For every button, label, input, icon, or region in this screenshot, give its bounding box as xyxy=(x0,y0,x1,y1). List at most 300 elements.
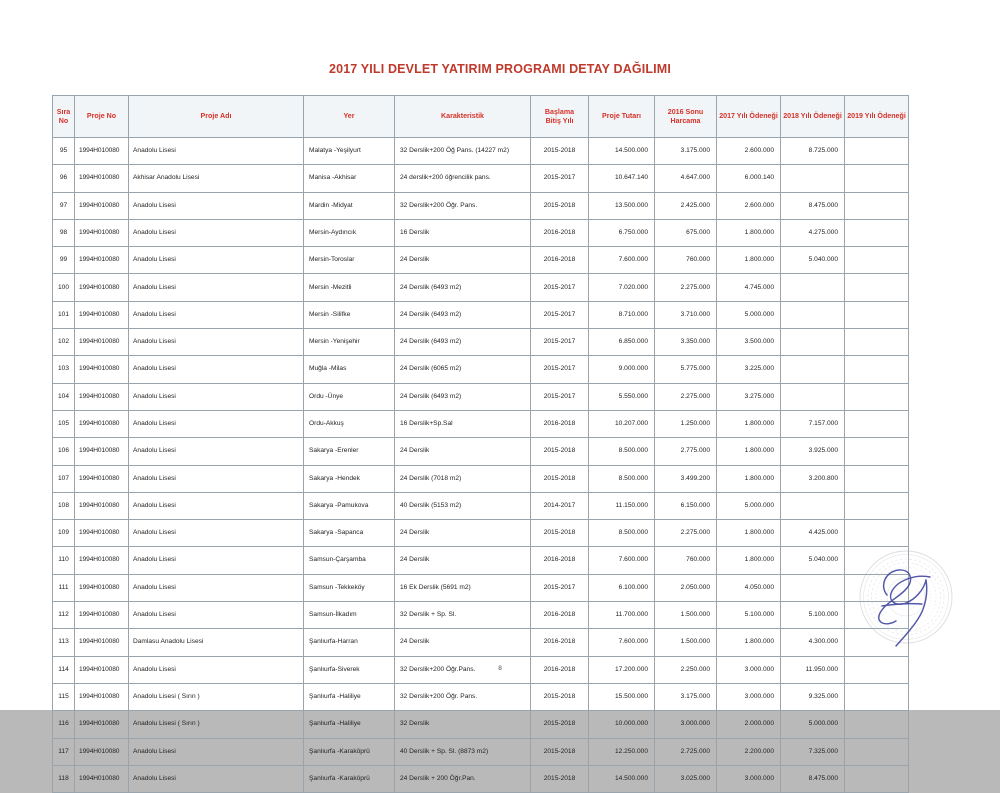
column-header-line1: Sıra xyxy=(56,107,71,116)
column-header-line1: 2017 Yılı Ödeneği xyxy=(719,112,778,121)
cell-proje-adi: Anadolu Lisesi ( Sırın ) xyxy=(129,683,304,710)
cell-proje-tutari: 7.600.000 xyxy=(589,547,655,574)
cell-proje-tutari: 15.500.000 xyxy=(589,683,655,710)
cell-proje-no: 1994H010080 xyxy=(75,492,129,519)
cell-yer: Mersin-Aydıncık xyxy=(304,219,395,246)
cell-2019-odenegi xyxy=(845,192,909,219)
cell-proje-tutari: 7.600.000 xyxy=(589,629,655,656)
cell-karakteristik: 24 Derslik xyxy=(395,520,531,547)
page-title: 2017 YILI DEVLET YATIRIM PROGRAMI DETAY DAĞILIMI xyxy=(329,62,671,76)
cell-sira-no: 118 xyxy=(53,765,75,792)
column-header-sira-no xyxy=(53,96,75,138)
cell-proje-no: 1994H010080 xyxy=(75,656,129,683)
cell-2018-odenegi: 5.040.000 xyxy=(781,247,845,274)
cell-proje-no: 1994H010080 xyxy=(75,138,129,165)
cell-sira-no: 95 xyxy=(53,138,75,165)
cell-2019-odenegi xyxy=(845,138,909,165)
cell-karakteristik: 32 Derslik+200 Öğ Pans. (14227 m2) xyxy=(395,138,531,165)
column-header-proje-adi xyxy=(129,96,304,138)
cell-2016-sonu-harcama: 760.000 xyxy=(655,547,717,574)
cell-yer: Sakarya -Pamukova xyxy=(304,492,395,519)
cell-karakteristik: 24 Derslik (6493 m2) xyxy=(395,274,531,301)
cell-yer: Ordu-Akkuş xyxy=(304,410,395,437)
cell-sira-no: 112 xyxy=(53,602,75,629)
cell-yer: Samsun-İlkadım xyxy=(304,602,395,629)
cell-baslama-bitis-yili: 2016-2018 xyxy=(531,410,589,437)
cell-proje-adi: Anadolu Lisesi xyxy=(129,738,304,765)
cell-sira-no: 96 xyxy=(53,165,75,192)
cell-proje-no: 1994H010080 xyxy=(75,438,129,465)
cell-2016-sonu-harcama: 5.775.000 xyxy=(655,356,717,383)
cell-2019-odenegi xyxy=(845,410,909,437)
cell-baslama-bitis-yili: 2015-2017 xyxy=(531,329,589,356)
cell-2016-sonu-harcama: 3.025.000 xyxy=(655,765,717,792)
cell-2017-odenegi: 2.200.000 xyxy=(717,738,781,765)
table-row xyxy=(53,138,909,165)
cell-2017-odenegi: 3.500.000 xyxy=(717,329,781,356)
cell-2016-sonu-harcama: 2.275.000 xyxy=(655,274,717,301)
cell-sira-no: 97 xyxy=(53,192,75,219)
cell-2016-sonu-harcama: 6.150.000 xyxy=(655,492,717,519)
cell-yer: Şanlıurfa -Karaköprü xyxy=(304,738,395,765)
cell-yer: Sakarya -Hendek xyxy=(304,465,395,492)
cell-proje-no: 1994H010080 xyxy=(75,465,129,492)
cell-2018-odenegi: 8.725.000 xyxy=(781,138,845,165)
cell-2016-sonu-harcama: 4.647.000 xyxy=(655,165,717,192)
table-header xyxy=(53,96,909,138)
cell-baslama-bitis-yili: 2015-2017 xyxy=(531,383,589,410)
cell-2018-odenegi: 8.475.000 xyxy=(781,192,845,219)
cell-sira-no: 99 xyxy=(53,247,75,274)
cell-proje-tutari: 5.550.000 xyxy=(589,383,655,410)
cell-yer: Sakarya -Erenler xyxy=(304,438,395,465)
table-row xyxy=(53,274,909,301)
cell-baslama-bitis-yili: 2016-2018 xyxy=(531,219,589,246)
cell-2016-sonu-harcama: 2.050.000 xyxy=(655,574,717,601)
cell-sira-no: 104 xyxy=(53,383,75,410)
column-header-line1: Proje Adı xyxy=(200,112,232,121)
cell-2016-sonu-harcama: 1.500.000 xyxy=(655,629,717,656)
cell-2018-odenegi xyxy=(781,492,845,519)
cell-2018-odenegi: 8.475.000 xyxy=(781,765,845,792)
cell-2019-odenegi xyxy=(845,383,909,410)
cell-karakteristik: 24 Derslik + 200 Öğr.Pan. xyxy=(395,765,531,792)
cell-karakteristik: 24 derslik+200 öğrencilik pans. xyxy=(395,165,531,192)
cell-proje-no: 1994H010080 xyxy=(75,765,129,792)
table-row xyxy=(53,547,909,574)
cell-proje-tutari: 10.647.140 xyxy=(589,165,655,192)
cell-2019-odenegi xyxy=(845,602,909,629)
cell-proje-tutari: 8.500.000 xyxy=(589,520,655,547)
cell-2019-odenegi xyxy=(845,629,909,656)
cell-2019-odenegi xyxy=(845,301,909,328)
cell-2019-odenegi xyxy=(845,711,909,738)
cell-2019-odenegi xyxy=(845,356,909,383)
cell-proje-tutari: 14.500.000 xyxy=(589,138,655,165)
cell-yer: Muğla -Milas xyxy=(304,356,395,383)
cell-proje-no: 1994H010080 xyxy=(75,329,129,356)
cell-2018-odenegi: 7.157.000 xyxy=(781,410,845,437)
cell-yer: Mardin -Midyat xyxy=(304,192,395,219)
column-header-line2: No xyxy=(58,116,69,125)
cell-proje-no: 1994H010080 xyxy=(75,547,129,574)
cell-proje-no: 1994H010080 xyxy=(75,520,129,547)
cell-2019-odenegi xyxy=(845,574,909,601)
cell-2018-odenegi xyxy=(781,356,845,383)
cell-karakteristik: 40 Derslik (5153 m2) xyxy=(395,492,531,519)
cell-proje-tutari: 11.700.000 xyxy=(589,602,655,629)
cell-2017-odenegi: 1.800.000 xyxy=(717,219,781,246)
cell-proje-no: 1994H010080 xyxy=(75,383,129,410)
cell-2017-odenegi: 1.800.000 xyxy=(717,520,781,547)
cell-yer: Sakarya -Sapanca xyxy=(304,520,395,547)
column-header-line1: 2019 Yılı Ödeneği xyxy=(847,112,906,121)
cell-2018-odenegi: 5.040.000 xyxy=(781,547,845,574)
cell-karakteristik: 16 Ek Derslik (5691 m2) xyxy=(395,574,531,601)
table-row xyxy=(53,738,909,765)
cell-2019-odenegi xyxy=(845,465,909,492)
cell-karakteristik: 24 Derslik xyxy=(395,438,531,465)
cell-2018-odenegi: 3.925.000 xyxy=(781,438,845,465)
column-header-karakteristik xyxy=(395,96,531,138)
cell-2017-odenegi: 5.000.000 xyxy=(717,492,781,519)
column-header-line1: 2016 Sonu xyxy=(667,107,704,116)
table-row xyxy=(53,683,909,710)
cell-proje-tutari: 7.600.000 xyxy=(589,247,655,274)
column-header-line2: Bitiş Yılı xyxy=(545,116,574,125)
cell-baslama-bitis-yili: 2015-2018 xyxy=(531,138,589,165)
cell-proje-no: 1994H010080 xyxy=(75,301,129,328)
table-row xyxy=(53,520,909,547)
cell-sira-no: 108 xyxy=(53,492,75,519)
cell-2017-odenegi: 3.000.000 xyxy=(717,765,781,792)
cell-sira-no: 101 xyxy=(53,301,75,328)
cell-2019-odenegi xyxy=(845,683,909,710)
cell-karakteristik: 24 Derslik (6493 m2) xyxy=(395,301,531,328)
cell-2016-sonu-harcama: 675.000 xyxy=(655,219,717,246)
table-row xyxy=(53,438,909,465)
cell-sira-no: 105 xyxy=(53,410,75,437)
cell-2017-odenegi: 2.000.000 xyxy=(717,711,781,738)
cell-2018-odenegi: 4.275.000 xyxy=(781,219,845,246)
cell-2018-odenegi: 5.100.000 xyxy=(781,602,845,629)
column-header-2019-odenegi xyxy=(845,96,909,138)
cell-2018-odenegi: 3.200.800 xyxy=(781,465,845,492)
table-row xyxy=(53,492,909,519)
cell-karakteristik: 24 Derslik xyxy=(395,247,531,274)
cell-proje-no: 1994H010080 xyxy=(75,247,129,274)
cell-karakteristik: 32 Derslik xyxy=(395,711,531,738)
cell-yer: Mersin -Silifke xyxy=(304,301,395,328)
cell-proje-no: 1994H010080 xyxy=(75,711,129,738)
cell-baslama-bitis-yili: 2015-2018 xyxy=(531,765,589,792)
cell-baslama-bitis-yili: 2015-2017 xyxy=(531,356,589,383)
column-header-2016-sonu-harcama xyxy=(655,96,717,138)
cell-proje-tutari: 12.250.000 xyxy=(589,738,655,765)
cell-2019-odenegi xyxy=(845,547,909,574)
cell-proje-tutari: 9.000.000 xyxy=(589,356,655,383)
cell-proje-adi: Anadolu Lisesi xyxy=(129,219,304,246)
cell-2019-odenegi xyxy=(845,247,909,274)
cell-2016-sonu-harcama: 2.275.000 xyxy=(655,383,717,410)
cell-2018-odenegi: 9.325.000 xyxy=(781,683,845,710)
cell-baslama-bitis-yili: 2016-2018 xyxy=(531,247,589,274)
cell-2017-odenegi: 3.000.000 xyxy=(717,656,781,683)
cell-2017-odenegi: 1.800.000 xyxy=(717,547,781,574)
cell-proje-adi: Anadolu Lisesi xyxy=(129,247,304,274)
cell-karakteristik: 32 Derslik+200 Öğr.Pans. xyxy=(395,656,531,683)
cell-baslama-bitis-yili: 2015-2017 xyxy=(531,165,589,192)
cell-proje-adi: Anadolu Lisesi xyxy=(129,410,304,437)
cell-karakteristik: 24 Derslik (6493 m2) xyxy=(395,329,531,356)
cell-baslama-bitis-yili: 2015-2017 xyxy=(531,574,589,601)
cell-baslama-bitis-yili: 2015-2018 xyxy=(531,683,589,710)
cell-karakteristik: 40 Derslik + Sp. Sl. (8873 m2) xyxy=(395,738,531,765)
cell-yer: Şanlıurfa -Haliliye xyxy=(304,711,395,738)
cell-proje-tutari: 7.020.000 xyxy=(589,274,655,301)
cell-proje-tutari: 13.500.000 xyxy=(589,192,655,219)
table-row xyxy=(53,383,909,410)
cell-baslama-bitis-yili: 2015-2018 xyxy=(531,520,589,547)
cell-2016-sonu-harcama: 3.000.000 xyxy=(655,711,717,738)
cell-2017-odenegi: 6.000.140 xyxy=(717,165,781,192)
investment-program-table xyxy=(52,95,909,793)
cell-2018-odenegi xyxy=(781,574,845,601)
cell-sira-no: 116 xyxy=(53,711,75,738)
cell-baslama-bitis-yili: 2016-2018 xyxy=(531,629,589,656)
cell-proje-adi: Damlasu Anadolu Lisesi xyxy=(129,629,304,656)
cell-proje-adi: Anadolu Lisesi xyxy=(129,465,304,492)
cell-proje-adi: Anadolu Lisesi xyxy=(129,301,304,328)
table-row xyxy=(53,765,909,792)
cell-2019-odenegi xyxy=(845,165,909,192)
cell-2018-odenegi: 7.325.000 xyxy=(781,738,845,765)
cell-sira-no: 107 xyxy=(53,465,75,492)
column-header-2017-odenegi xyxy=(717,96,781,138)
cell-proje-no: 1994H010080 xyxy=(75,274,129,301)
table-row xyxy=(53,410,909,437)
cell-2017-odenegi: 4.745.000 xyxy=(717,274,781,301)
cell-yer: Samsun-Çarşamba xyxy=(304,547,395,574)
cell-proje-tutari: 6.850.000 xyxy=(589,329,655,356)
cell-2017-odenegi: 2.600.000 xyxy=(717,138,781,165)
cell-2016-sonu-harcama: 2.275.000 xyxy=(655,520,717,547)
cell-yer: Şanlıurfa -Haliliye xyxy=(304,683,395,710)
cell-2019-odenegi xyxy=(845,492,909,519)
cell-proje-adi: Anadolu Lisesi xyxy=(129,383,304,410)
table-header-row xyxy=(53,96,909,138)
cell-sira-no: 111 xyxy=(53,574,75,601)
cell-2016-sonu-harcama: 1.250.000 xyxy=(655,410,717,437)
cell-proje-no: 1994H010080 xyxy=(75,683,129,710)
cell-2016-sonu-harcama: 3.350.000 xyxy=(655,329,717,356)
cell-karakteristik: 24 Derslik xyxy=(395,547,531,574)
cell-karakteristik: 24 Derslik (7018 m2) xyxy=(395,465,531,492)
cell-yer: Mersin -Mezitli xyxy=(304,274,395,301)
table-body xyxy=(53,138,909,793)
cell-proje-tutari: 8.500.000 xyxy=(589,465,655,492)
cell-2016-sonu-harcama: 2.775.000 xyxy=(655,438,717,465)
cell-2017-odenegi: 3.225.000 xyxy=(717,356,781,383)
cell-2018-odenegi xyxy=(781,383,845,410)
cell-yer: Şanlıurfa-Siverek xyxy=(304,656,395,683)
investment-program-table-wrapper xyxy=(52,95,908,793)
cell-proje-adi: Anadolu Lisesi xyxy=(129,138,304,165)
cell-2017-odenegi: 1.800.000 xyxy=(717,465,781,492)
column-header-line2: Harcama xyxy=(670,116,701,125)
cell-2017-odenegi: 1.800.000 xyxy=(717,438,781,465)
cell-2019-odenegi xyxy=(845,520,909,547)
cell-2016-sonu-harcama: 1.500.000 xyxy=(655,602,717,629)
cell-2017-odenegi: 3.275.000 xyxy=(717,383,781,410)
cell-baslama-bitis-yili: 2016-2018 xyxy=(531,547,589,574)
cell-proje-no: 1994H010080 xyxy=(75,574,129,601)
cell-2018-odenegi xyxy=(781,165,845,192)
cell-proje-no: 1994H010080 xyxy=(75,356,129,383)
cell-proje-adi: Anadolu Lisesi ( Sırın ) xyxy=(129,711,304,738)
cell-2017-odenegi: 2.600.000 xyxy=(717,192,781,219)
cell-2019-odenegi xyxy=(845,738,909,765)
cell-sira-no: 102 xyxy=(53,329,75,356)
table-row xyxy=(53,165,909,192)
cell-yer: Şanlıurfa-Harran xyxy=(304,629,395,656)
cell-baslama-bitis-yili: 2015-2018 xyxy=(531,192,589,219)
cell-2018-odenegi xyxy=(781,329,845,356)
cell-sira-no: 100 xyxy=(53,274,75,301)
cell-proje-no: 1994H010080 xyxy=(75,629,129,656)
cell-proje-no: 1994H010080 xyxy=(75,219,129,246)
cell-2016-sonu-harcama: 3.175.000 xyxy=(655,138,717,165)
cell-karakteristik: 32 Derslik+200 Öğr. Pans. xyxy=(395,683,531,710)
cell-yer: Samsun -Tekkeköy xyxy=(304,574,395,601)
cell-yer: Manisa -Akhisar xyxy=(304,165,395,192)
column-header-baslama-bitis-yili xyxy=(531,96,589,138)
cell-proje-adi: Anadolu Lisesi xyxy=(129,547,304,574)
cell-sira-no: 109 xyxy=(53,520,75,547)
table-row xyxy=(53,465,909,492)
cell-sira-no: 117 xyxy=(53,738,75,765)
cell-baslama-bitis-yili: 2016-2018 xyxy=(531,656,589,683)
cell-proje-tutari: 14.500.000 xyxy=(589,765,655,792)
cell-2016-sonu-harcama: 3.175.000 xyxy=(655,683,717,710)
cell-proje-adi: Anadolu Lisesi xyxy=(129,192,304,219)
cell-2019-odenegi xyxy=(845,274,909,301)
cell-2017-odenegi: 3.000.000 xyxy=(717,683,781,710)
cell-2017-odenegi: 4.050.000 xyxy=(717,574,781,601)
cell-2019-odenegi xyxy=(845,438,909,465)
cell-proje-tutari: 8.710.000 xyxy=(589,301,655,328)
cell-2016-sonu-harcama: 2.725.000 xyxy=(655,738,717,765)
table-row xyxy=(53,329,909,356)
cell-proje-adi: Anadolu Lisesi xyxy=(129,656,304,683)
column-header-proje-no xyxy=(75,96,129,138)
cell-proje-tutari: 11.150.000 xyxy=(589,492,655,519)
cell-proje-adi: Anadolu Lisesi xyxy=(129,492,304,519)
cell-yer: Mersin-Toroslar xyxy=(304,247,395,274)
table-row xyxy=(53,602,909,629)
table-row xyxy=(53,301,909,328)
table-row xyxy=(53,192,909,219)
cell-proje-adi: Anadolu Lisesi xyxy=(129,438,304,465)
cell-sira-no: 98 xyxy=(53,219,75,246)
cell-proje-adi: Anadolu Lisesi xyxy=(129,274,304,301)
cell-karakteristik: 24 Derslik (6065 m2) xyxy=(395,356,531,383)
cell-sira-no: 113 xyxy=(53,629,75,656)
column-header-line1: Proje Tutarı xyxy=(602,112,641,121)
page-number: 8 xyxy=(498,665,502,672)
cell-2017-odenegi: 1.800.000 xyxy=(717,410,781,437)
cell-2018-odenegi xyxy=(781,301,845,328)
cell-proje-tutari: 10.000.000 xyxy=(589,711,655,738)
table-row xyxy=(53,356,909,383)
cell-2017-odenegi: 1.800.000 xyxy=(717,247,781,274)
cell-2018-odenegi xyxy=(781,274,845,301)
cell-proje-tutari: 6.100.000 xyxy=(589,574,655,601)
cell-2017-odenegi: 5.100.000 xyxy=(717,602,781,629)
cell-proje-no: 1994H010080 xyxy=(75,602,129,629)
cell-proje-no: 1994H010080 xyxy=(75,165,129,192)
column-header-line1: Başlama xyxy=(544,107,575,116)
cell-karakteristik: 24 Derslik xyxy=(395,629,531,656)
cell-yer: Şanlıurfa -Karaköprü xyxy=(304,765,395,792)
cell-baslama-bitis-yili: 2014-2017 xyxy=(531,492,589,519)
cell-baslama-bitis-yili: 2015-2017 xyxy=(531,274,589,301)
cell-2017-odenegi: 5.000.000 xyxy=(717,301,781,328)
cell-proje-no: 1994H010080 xyxy=(75,192,129,219)
cell-proje-no: 1994H010080 xyxy=(75,410,129,437)
column-header-line1: Yer xyxy=(343,112,355,121)
cell-2019-odenegi xyxy=(845,329,909,356)
table-row xyxy=(53,711,909,738)
cell-proje-adi: Anadolu Lisesi xyxy=(129,329,304,356)
table-row xyxy=(53,574,909,601)
cell-proje-tutari: 8.500.000 xyxy=(589,438,655,465)
cell-karakteristik: 24 Derslik (6493 m2) xyxy=(395,383,531,410)
cell-2016-sonu-harcama: 760.000 xyxy=(655,247,717,274)
cell-2019-odenegi xyxy=(845,219,909,246)
cell-2018-odenegi: 4.425.000 xyxy=(781,520,845,547)
cell-2016-sonu-harcama: 2.250.000 xyxy=(655,656,717,683)
cell-sira-no: 103 xyxy=(53,356,75,383)
table-row xyxy=(53,629,909,656)
column-header-line1: Proje No xyxy=(86,112,117,121)
cell-karakteristik: 32 Derslik + Sp. Sl. xyxy=(395,602,531,629)
cell-sira-no: 106 xyxy=(53,438,75,465)
cell-yer: Malatya -Yeşilyurt xyxy=(304,138,395,165)
cell-sira-no: 115 xyxy=(53,683,75,710)
cell-2016-sonu-harcama: 2.425.000 xyxy=(655,192,717,219)
table-row xyxy=(53,219,909,246)
cell-sira-no: 110 xyxy=(53,547,75,574)
cell-baslama-bitis-yili: 2015-2018 xyxy=(531,738,589,765)
cell-proje-adi: Anadolu Lisesi xyxy=(129,602,304,629)
cell-yer: Ordu -Ünye xyxy=(304,383,395,410)
cell-2017-odenegi: 1.800.000 xyxy=(717,629,781,656)
table-row xyxy=(53,247,909,274)
cell-proje-adi: Anadolu Lisesi xyxy=(129,356,304,383)
column-header-line1: 2018 Yılı Ödeneği xyxy=(783,112,842,121)
cell-proje-no: 1994H010080 xyxy=(75,738,129,765)
cell-baslama-bitis-yili: 2015-2018 xyxy=(531,465,589,492)
cell-yer: Mersin -Yenişehir xyxy=(304,329,395,356)
cell-2018-odenegi: 11.950.000 xyxy=(781,656,845,683)
column-header-proje-tutari xyxy=(589,96,655,138)
cell-proje-adi: Anadolu Lisesi xyxy=(129,574,304,601)
cell-2018-odenegi: 4.300.000 xyxy=(781,629,845,656)
cell-proje-adi: Anadolu Lisesi xyxy=(129,765,304,792)
cell-2019-odenegi xyxy=(845,765,909,792)
column-header-2018-odenegi xyxy=(781,96,845,138)
